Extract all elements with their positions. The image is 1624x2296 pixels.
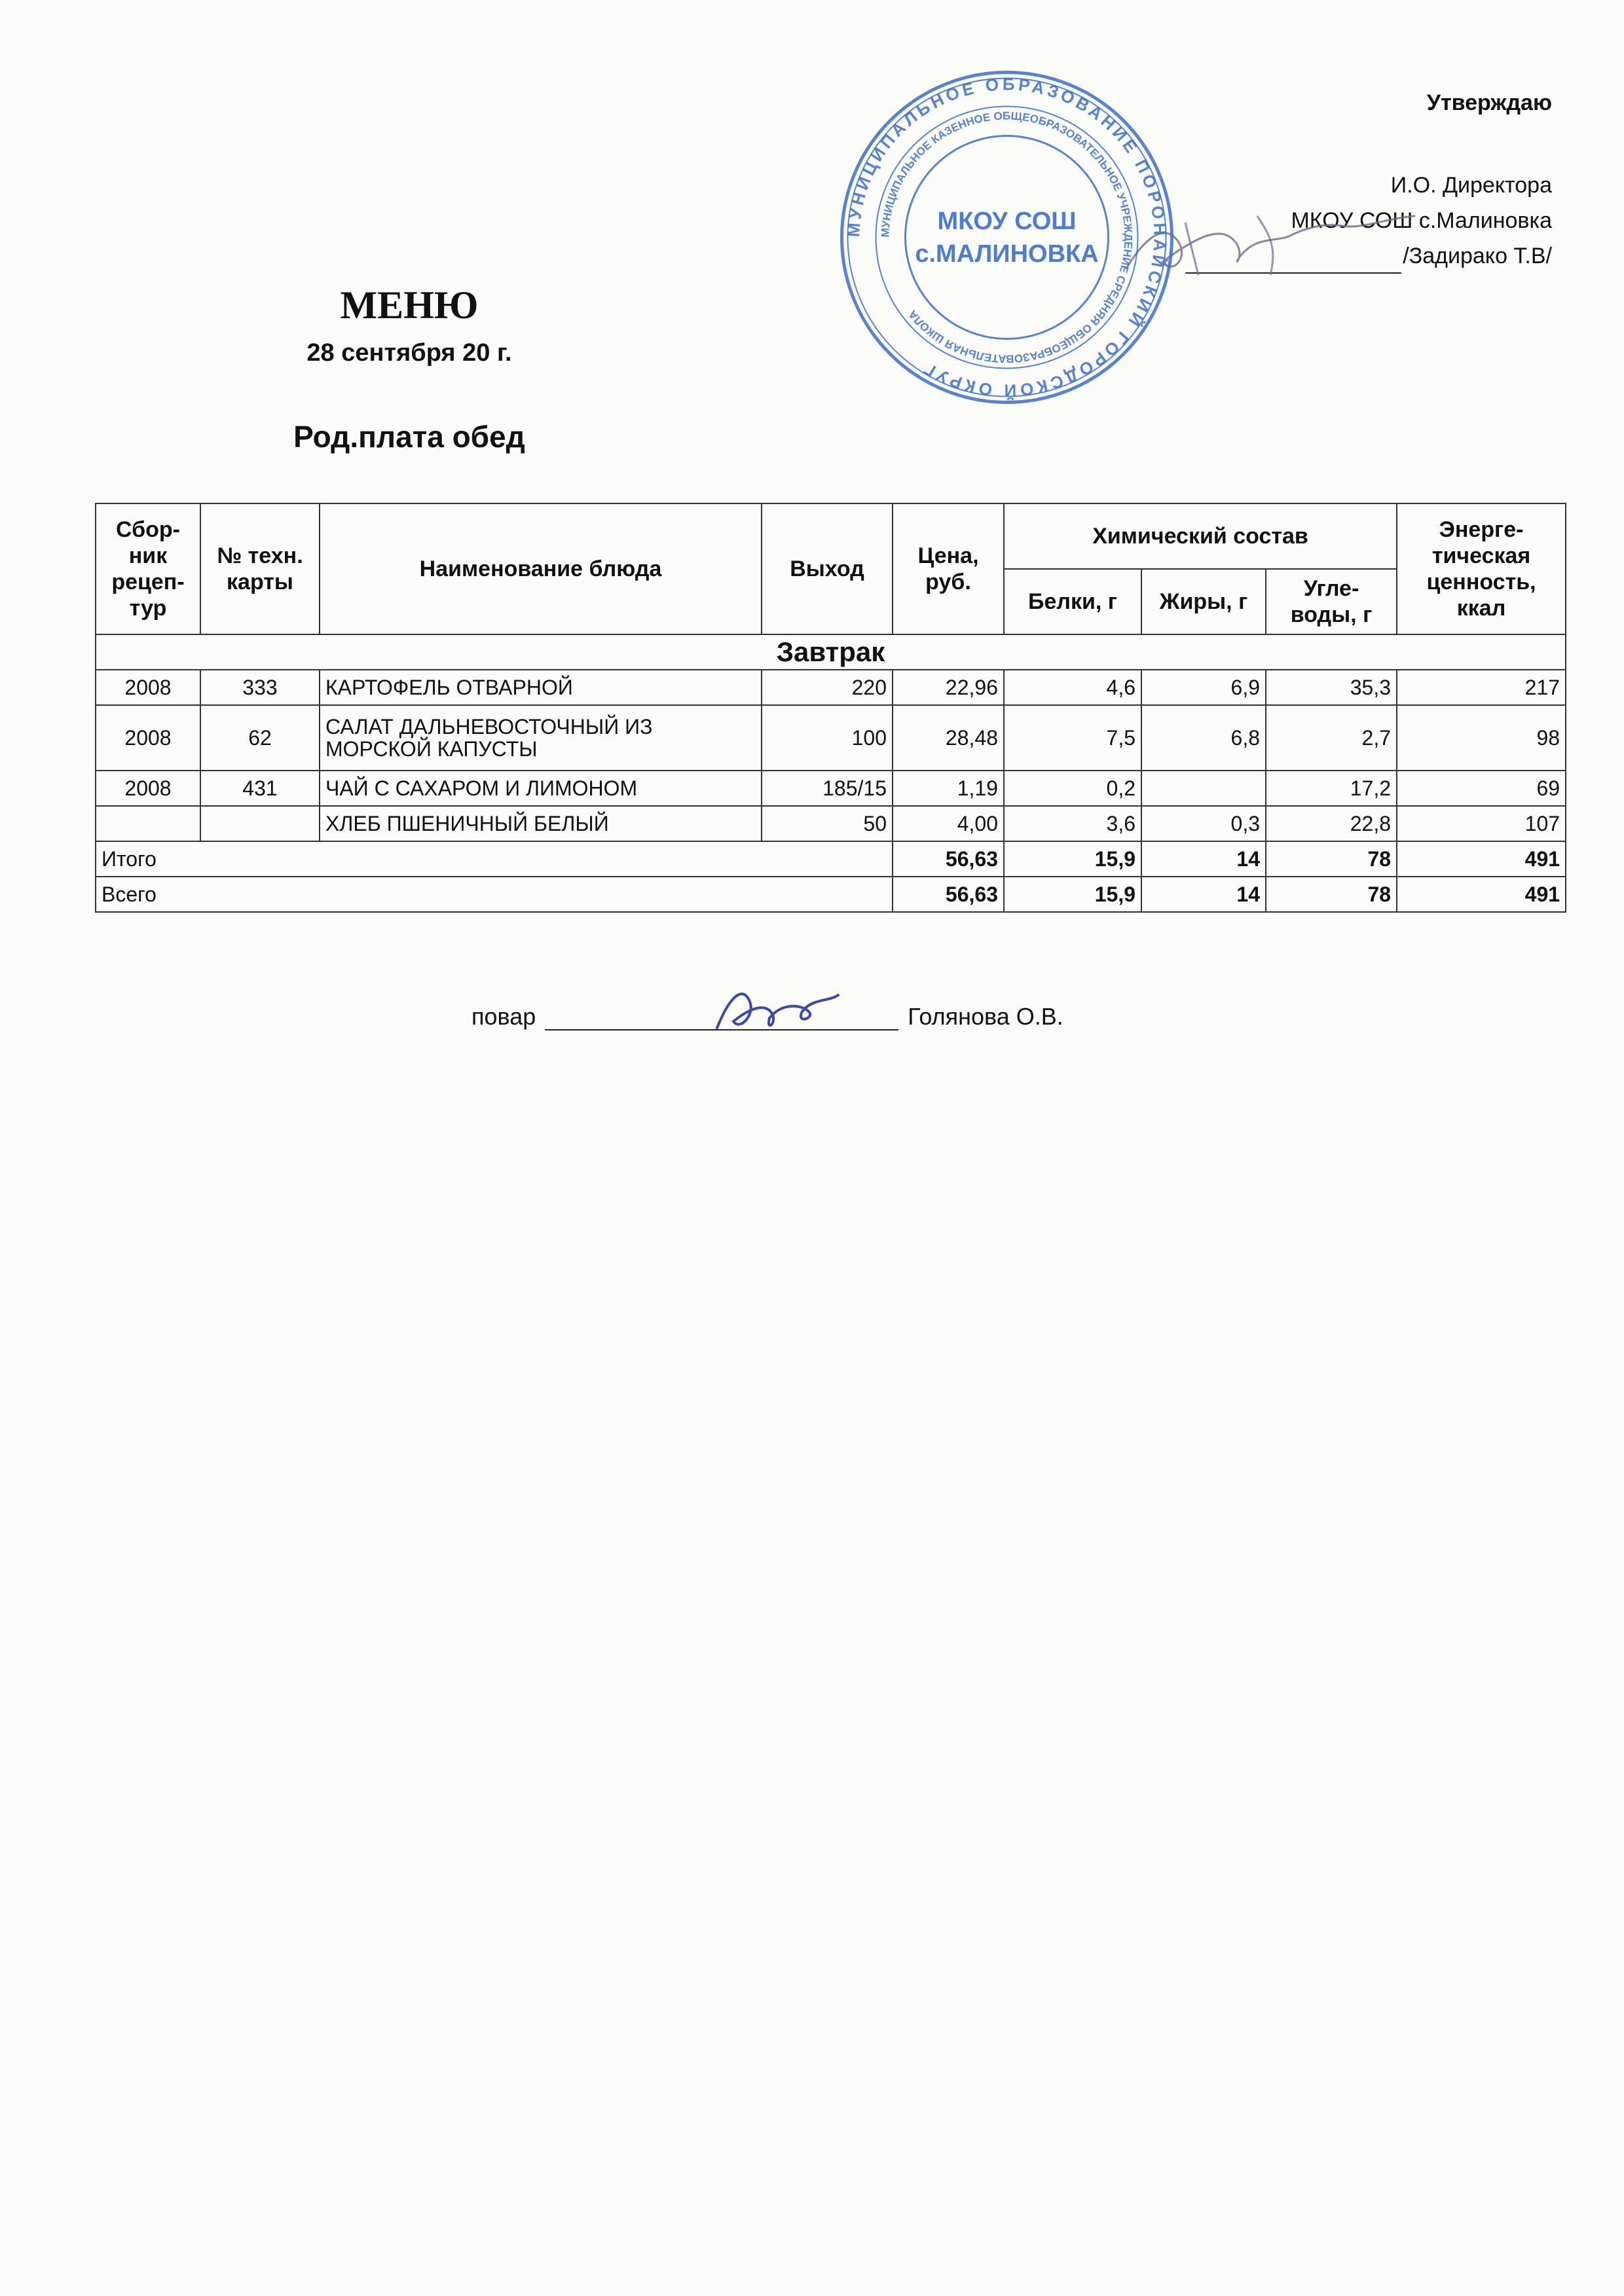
svg-text:МУНИЦИПАЛЬНОЕ КАЗЕННОЕ ОБЩЕОБР: [879, 109, 1134, 365]
table-row: [96, 705, 1566, 771]
cell-dish: КАРТОФЕЛЬ ОТВАРНОЙ: [320, 670, 762, 705]
cook-signature: [704, 975, 848, 1041]
cell-price: 28,48: [893, 705, 1004, 771]
total-label: Всего: [96, 877, 893, 912]
header-collection: Сбор-ник рецеп-тур: [96, 503, 200, 634]
table-row: [96, 670, 1566, 705]
subtotal-protein: 15,9: [1004, 841, 1141, 877]
total-price: 56,63: [893, 877, 1004, 912]
header-dish: Наименование блюда: [320, 503, 762, 634]
cell-carbs: 22,8: [1266, 806, 1397, 841]
cell-protein: 7,5: [1004, 705, 1141, 771]
table-row: [96, 806, 1566, 841]
approval-name: /Задирако Т.В/: [1403, 244, 1552, 268]
cell-energy: 217: [1397, 670, 1566, 705]
cell-energy: 98: [1397, 705, 1566, 771]
stamp-inner-text: МУНИЦИПАЛЬНОЕ КАЗЕННОЕ ОБЩЕОБРАЗОВАТЕЛЬНОЕ УЧРЕЖДЕНИЕ СРЕДНЯЯ ОБЩЕОБРАЗОВАТЕЛЬНАЯ ШКОЛА: [879, 109, 1135, 365]
header-energy: Энерге-тическая ценность, ккал: [1397, 503, 1566, 634]
cell-energy: 69: [1397, 771, 1566, 806]
subtotal-price: 56,63: [893, 841, 1004, 877]
school-stamp: [835, 65, 1179, 409]
subtotal-row: [96, 841, 1566, 877]
cell-collection: 2008: [96, 705, 200, 771]
cell-dish: САЛАТ ДАЛЬНЕВОСТОЧНЫЙ ИЗ МОРСКОЙ КАПУСТЫ: [320, 705, 762, 771]
stamp-center-line2: с.МАЛИНОВКА: [915, 240, 1099, 268]
menu-subtitle: Род.плата обед: [293, 420, 525, 454]
menu-table: [95, 503, 1566, 913]
cell-yield: 50: [762, 806, 893, 841]
subtotal-carbs: 78: [1266, 841, 1397, 877]
cell-collection: 2008: [96, 771, 200, 806]
subtotal-label: Итого: [96, 841, 893, 877]
header-card-no: № техн. карты: [200, 503, 320, 634]
cell-dish: ХЛЕБ ПШЕНИЧНЫЙ БЕЛЫЙ: [320, 806, 762, 841]
cell-card: [200, 806, 320, 841]
cell-fat: 0,3: [1141, 806, 1266, 841]
cell-dish: ЧАЙ С САХАРОМ И ЛИМОНОМ: [320, 771, 762, 806]
cell-yield: 220: [762, 670, 893, 705]
menu-date: 28 сентября 20 г.: [306, 339, 512, 367]
cook-role: повар: [471, 1003, 536, 1030]
cell-carbs: 17,2: [1266, 771, 1397, 806]
cell-yield: 185/15: [762, 771, 893, 806]
cell-price: 4,00: [893, 806, 1004, 841]
cell-fat: 6,9: [1141, 670, 1266, 705]
stamp-center-line1: МКОУ СОШ: [937, 208, 1077, 235]
total-row: [96, 877, 1566, 912]
page-title: МЕНЮ: [340, 283, 479, 327]
header-protein: Белки, г: [1004, 569, 1141, 634]
cell-collection: 2008: [96, 670, 200, 705]
header-chem: Химический состав: [1004, 503, 1397, 569]
cell-collection: [96, 806, 200, 841]
cell-carbs: 2,7: [1266, 705, 1397, 771]
cell-card: 333: [200, 670, 320, 705]
total-carbs: 78: [1266, 877, 1397, 912]
subtotal-fat: 14: [1141, 841, 1266, 877]
cell-carbs: 35,3: [1266, 670, 1397, 705]
cell-card: 431: [200, 771, 320, 806]
cell-yield: 100: [762, 705, 893, 771]
cook-name: Голянова О.В.: [908, 1003, 1063, 1030]
total-fat: 14: [1141, 877, 1266, 912]
cell-energy: 107: [1397, 806, 1566, 841]
stamp-outer-text: МУНИЦИПАЛЬНОЕ ОБРАЗОВАНИЕ ПОРОНАЙСКИЙ ГОРОДСКОЙ ОКРУГ: [843, 74, 1170, 401]
approval-school: МКОУ СОШ с.Малиновка: [1291, 208, 1552, 233]
header-price: Цена, руб.: [893, 503, 1004, 634]
header-yield: Выход: [762, 503, 893, 634]
cell-card: 62: [200, 705, 320, 771]
header-carbs: Угле-воды, г: [1266, 569, 1397, 634]
cell-protein: 4,6: [1004, 670, 1141, 705]
total-energy: 491: [1397, 877, 1566, 912]
subtotal-energy: 491: [1397, 841, 1566, 877]
table-row: [96, 771, 1566, 806]
svg-text:МУНИЦИПАЛЬНОЕ ОБРАЗОВАНИЕ ПОРО: [843, 74, 1170, 400]
approval-heading: Утверждаю: [1426, 90, 1552, 115]
cell-protein: 0,2: [1004, 771, 1141, 806]
cell-fat: [1141, 771, 1266, 806]
cell-price: 1,19: [893, 771, 1004, 806]
approval-position: И.О. Директора: [1390, 173, 1552, 198]
total-protein: 15,9: [1004, 877, 1141, 912]
cell-fat: 6,8: [1141, 705, 1266, 771]
header-fat: Жиры, г: [1141, 569, 1266, 634]
cell-protein: 3,6: [1004, 806, 1141, 841]
cell-price: 22,96: [893, 670, 1004, 705]
section-breakfast: Завтрак: [96, 634, 1566, 670]
